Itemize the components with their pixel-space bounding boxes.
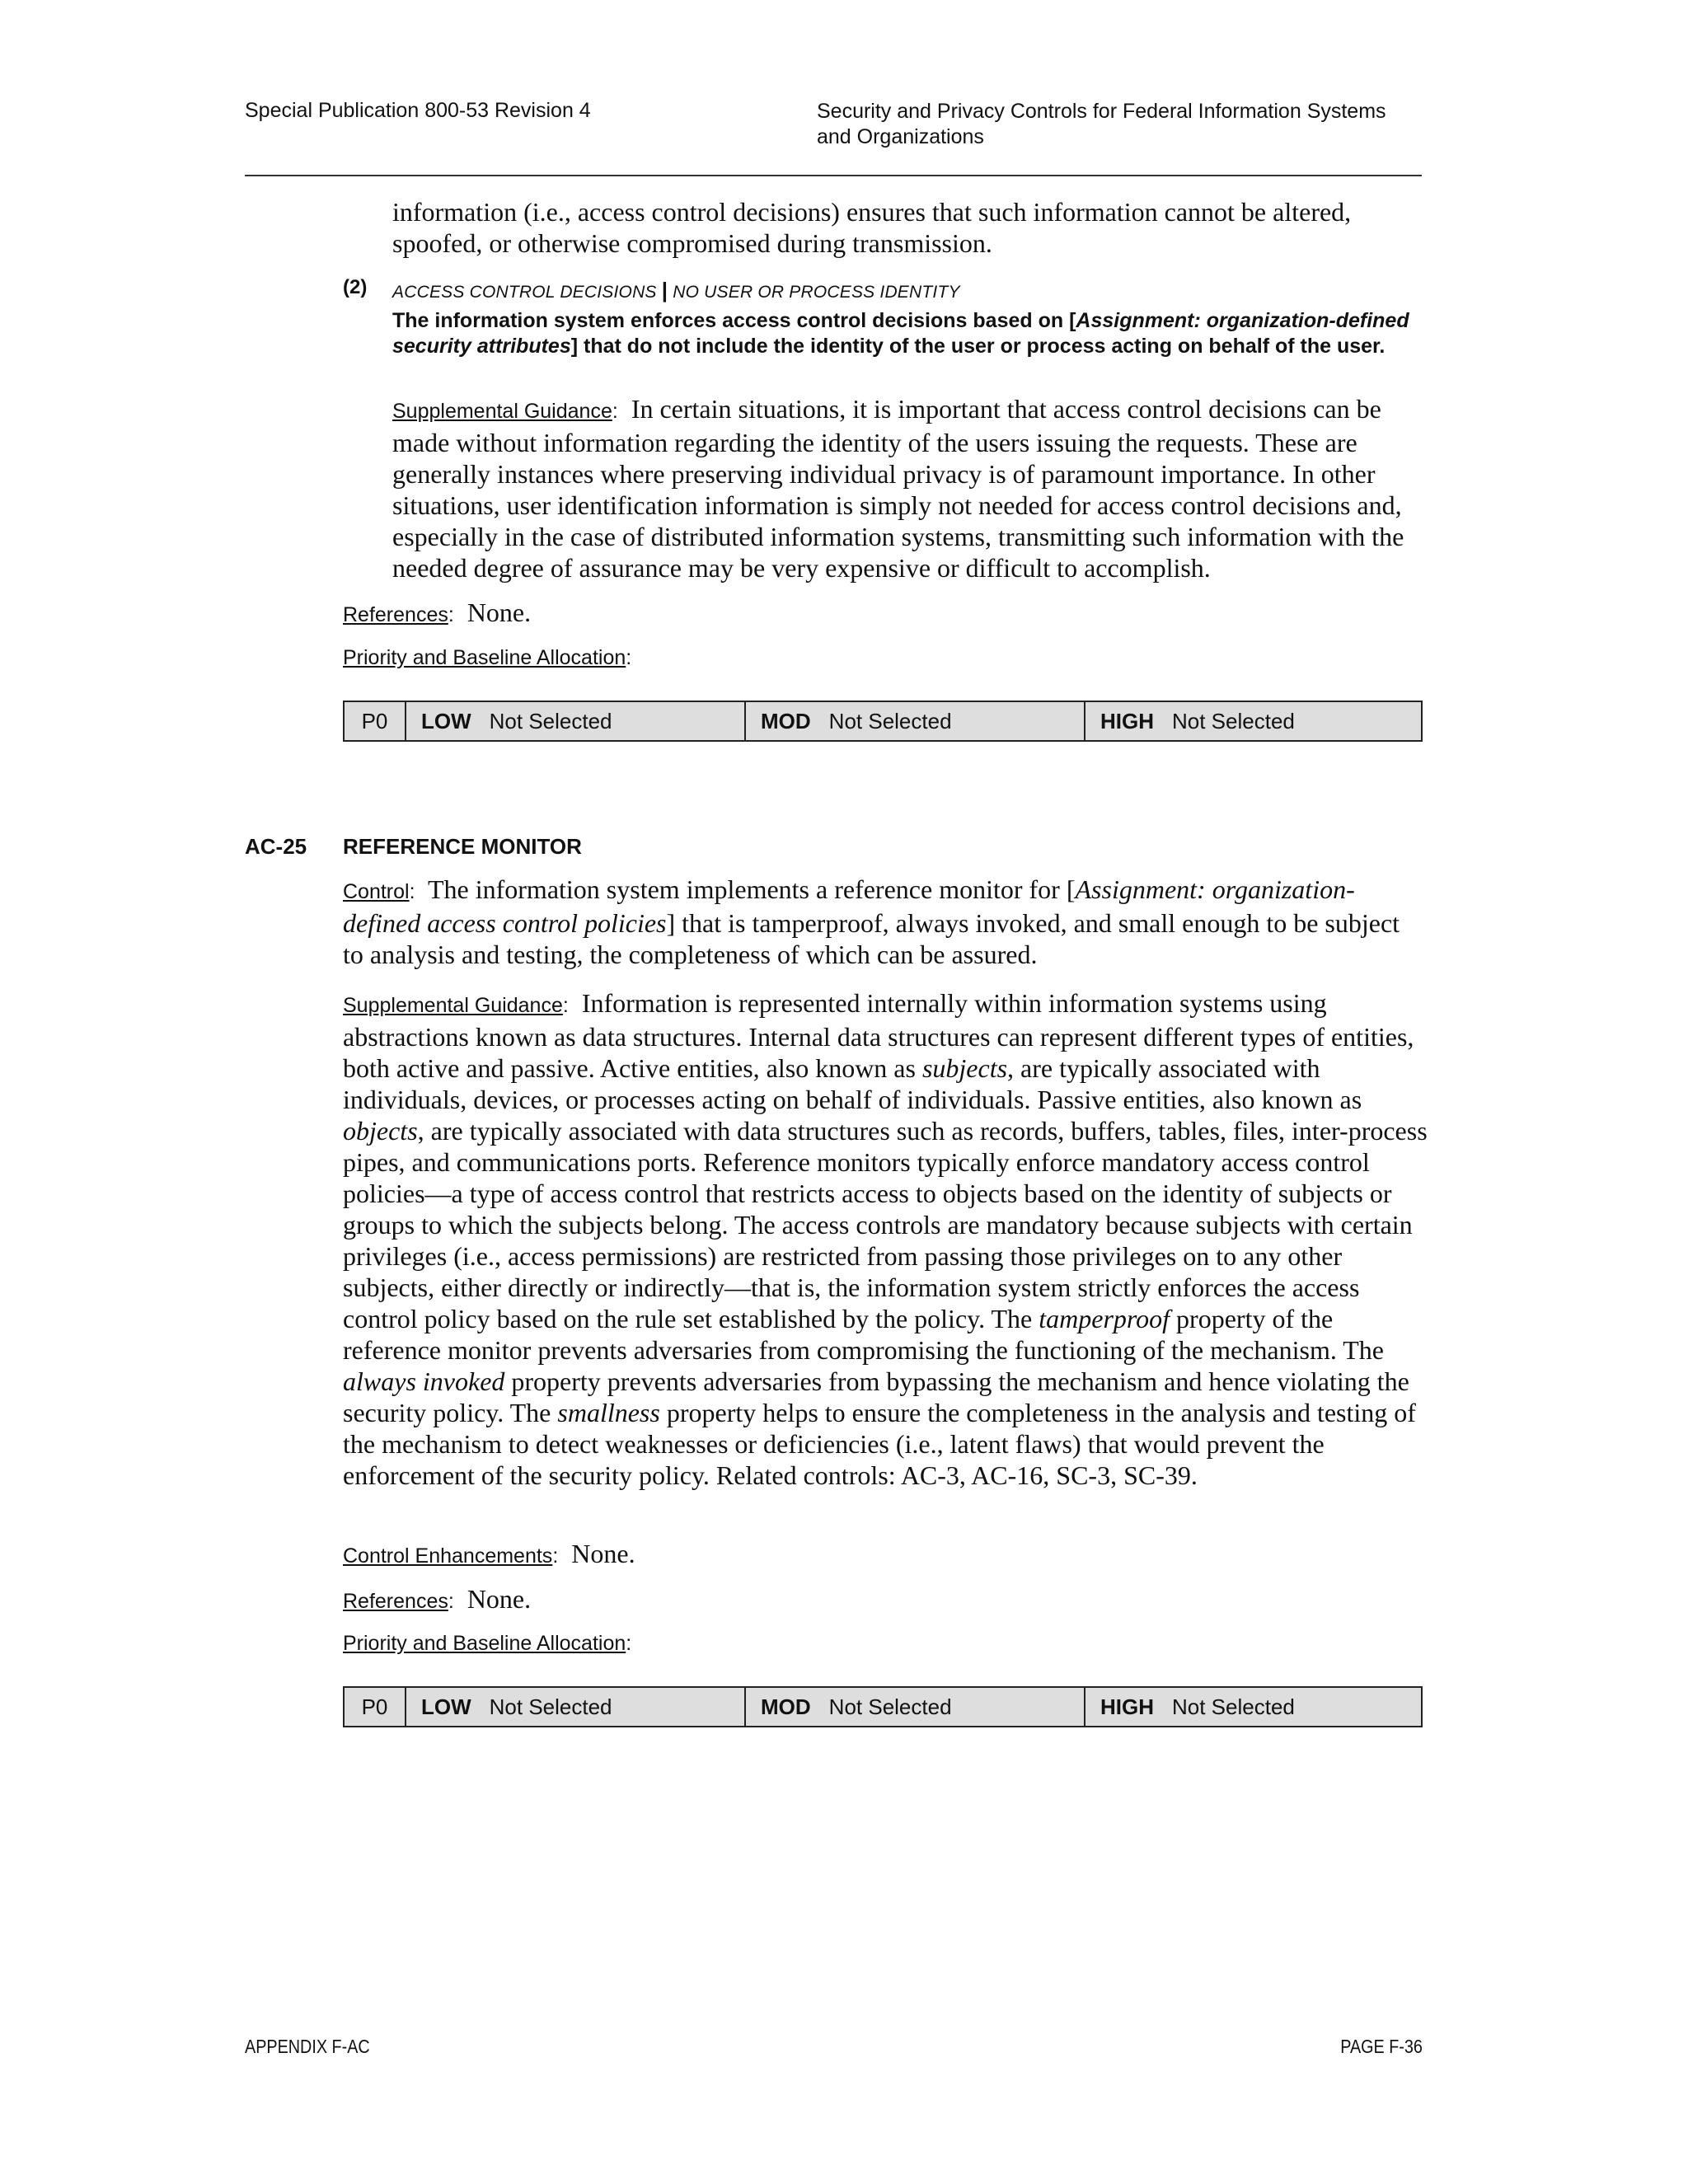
ac24-references: References: None. (343, 598, 532, 627)
priority-cell: P0 (361, 708, 388, 733)
high-baseline-cell: HIGH Not Selected (1084, 702, 1421, 740)
mod-baseline-cell: MOD Not Selected (744, 702, 1084, 740)
control-id: AC-25 (245, 834, 307, 859)
enhancement-supplemental-guidance: Supplemental Guidance: In certain situations, it is important that access control decisions can be made without information regarding the identity of the users issuing the requests. These are generally instances where preserving individual privacy is of paramount importance. In other situations, user identification information is simply not needed for access control decisions and, especially in the case of distributed information systems, transmitting such information with the needed degree of assurance may be very expensive or difficult to accomplish. (392, 394, 1404, 583)
control-enhancements: Control Enhancements: None. (343, 1539, 635, 1568)
priority-cell: P0 (361, 1694, 388, 1719)
page-header (245, 96, 1422, 176)
ac25-priority-label: Priority and Baseline Allocation: (343, 1632, 632, 1655)
low-baseline-cell: LOW Not Selected (405, 1688, 744, 1726)
control-supplemental-guidance: Supplemental Guidance: Information is represented internally within information systems using abstractions known as data structures. Internal data structures can represent different types of entities, both active and passive. Active entities, also known as subjects, are typically associated with individuals, devices, or processes acting on behalf of individuals. Passive entities, also known as objects, are typically associated with data structures such as records, buffers, tables, files, inter-process pipes, and communications ports. Reference monitors typically enforce mandatory access control policies—a type of access control that restricts access to objects based on the identity of subjects or groups to which the subjects belong. The access controls are mandatory because subjects with certain privileges (i.e., access permissions) are restricted from passing those privileges on to any other subjects, either directly or indirectly—that is, the information system strictly enforces the access control policy based on the rule set established by the policy. The tamperproof property of the reference monitor prevents adversaries from compromising the functioning of the mechanism. The always invoked property prevents adversaries from bypassing the mechanism and hence violating the security policy. The smallness property helps to ensure the completeness in the analysis and testing of the mechanism to detect weaknesses or deficiencies (i.e., latent flaws) that would prevent the enforcement of the security policy. Related controls: AC-3, AC-16, SC-3, SC-39. (343, 988, 1428, 1490)
enhancement-title: ACCESS CONTROL DECISIONS | NO USER OR PROCESS IDENTITY (392, 278, 960, 302)
ac25-priority-table (343, 1686, 1423, 1727)
ac24-priority-table (343, 701, 1423, 742)
low-baseline-cell: LOW Not Selected (405, 702, 744, 740)
footer-page-number: PAGE F-36 (1340, 2036, 1423, 2057)
enhancement-number: (2) (343, 276, 368, 298)
footer-appendix: APPENDIX F-AC (245, 2036, 370, 2057)
supplemental-guidance-label: Supplemental Guidance (392, 400, 612, 423)
publication-title: Special Publication 800-53 Revision 4 (245, 99, 591, 122)
control-title: REFERENCE MONITOR (343, 834, 582, 859)
control-statement: Control: The information system implements a reference monitor for [Assignment: organization-defined access control policies] that is tamperproof, always invoked, and small enough to be subject to analysis and testing, the completeness of which can be assured. (343, 874, 1400, 969)
document-title: Security and Privacy Controls for Federal Information Systems and Organizations (817, 100, 1386, 148)
mod-baseline-cell: MOD Not Selected (744, 1688, 1084, 1726)
ac25-references: References: None. (343, 1584, 532, 1614)
ac24-priority-label: Priority and Baseline Allocation: (343, 646, 632, 669)
enhancement-statement: The information system enforces access control decisions based on [Assignment: organization-defined security attributes] that do not include the identity of the user or process acting on behalf of the user. (392, 309, 1409, 358)
high-baseline-cell: HIGH Not Selected (1084, 1688, 1421, 1726)
continuation-paragraph: information (i.e., access control decisions) ensures that such information cannot be altered, spoofed, or otherwise compromised during transmission. (392, 197, 1352, 258)
